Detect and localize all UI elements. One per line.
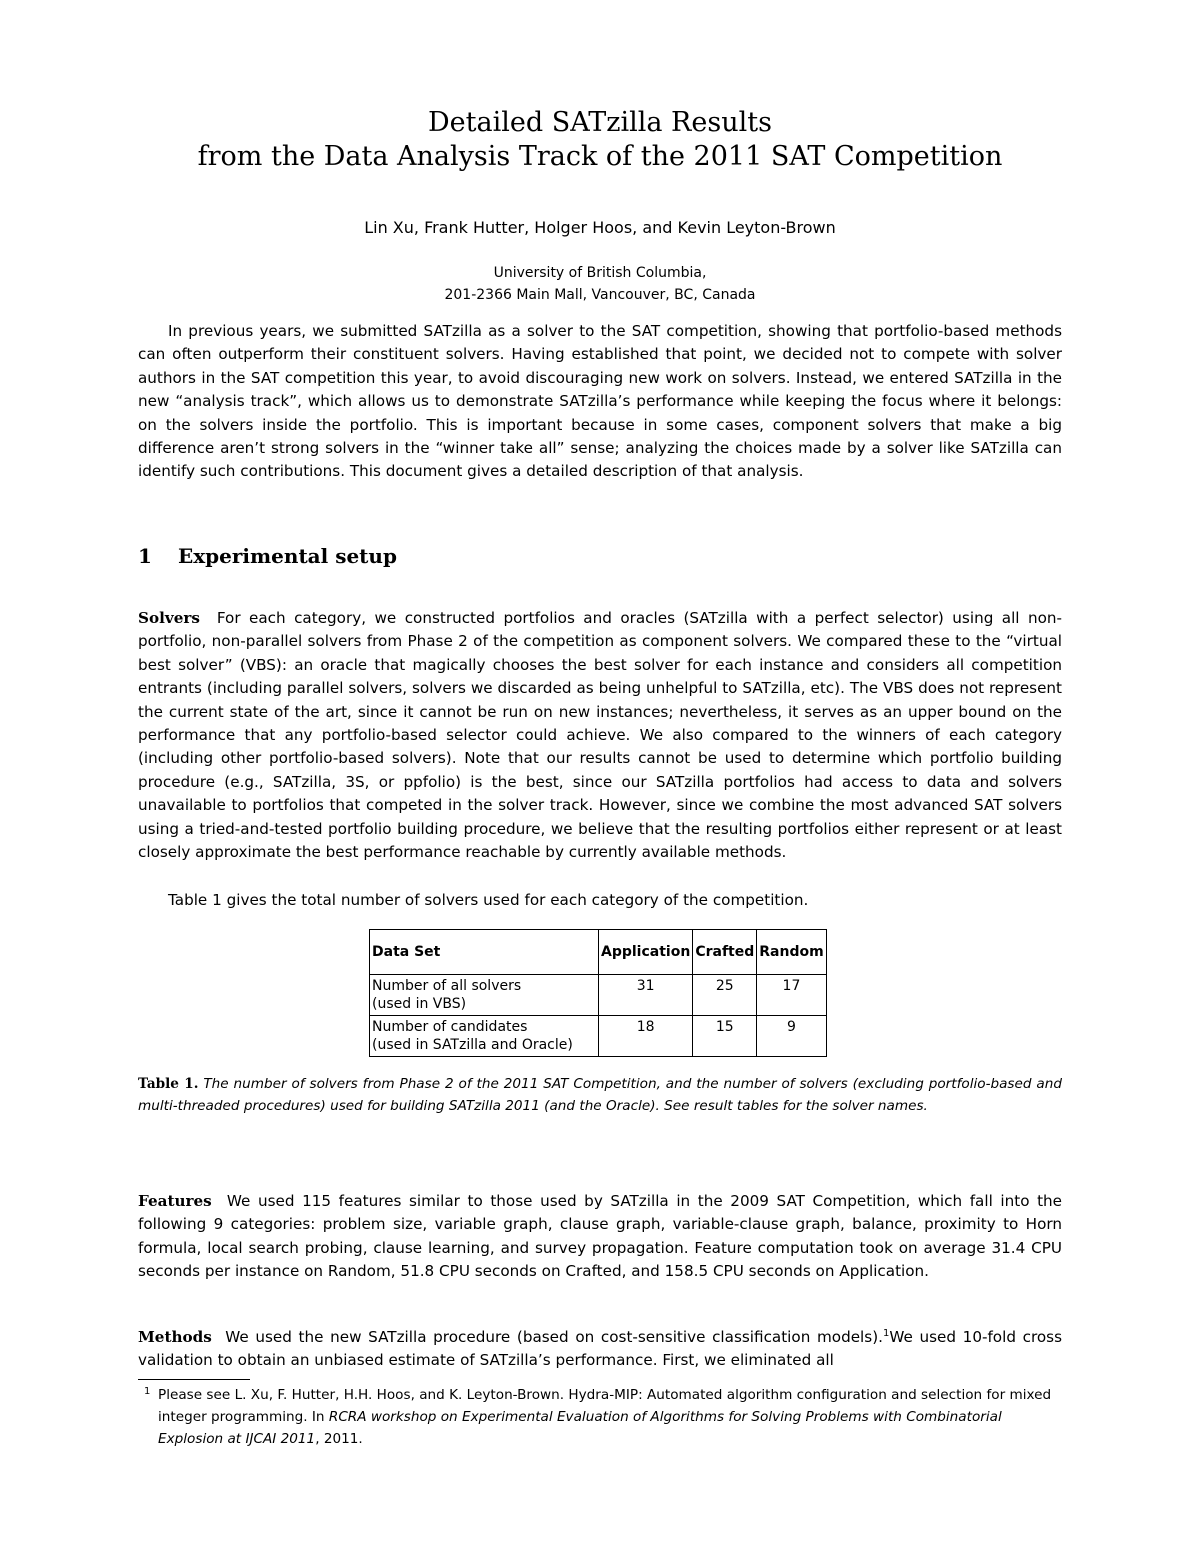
title-line-1: Detailed SATzilla Results: [428, 107, 772, 138]
abstract: In previous years, we submitted SATzilla as a solver to the SAT competition, showing that portfolio-based methods can often outperform their constituent solvers. Having established that point, we decided not to compete with solver authors in the SAT competition this year, to avoid discouraging new work on solvers. Instead, we entered SATzilla in the new “analysis track”, which allows us to demonstrate SATzilla’s performance while keeping the focus where it belongs: on the solvers inside the portfolio. This is important because in some cases, component solvers that make a big difference aren’t strong solvers in the “winner take all” sense; analyzing the choices made by a solver like SATzilla can identify such contributions. This document gives a detailed description of that analysis.: [138, 322, 1062, 481]
table-row: [370, 1016, 827, 1057]
solvers-table: [369, 929, 827, 1057]
cell-random: 17: [757, 975, 826, 1016]
caption-text: The number of solvers from Phase 2 of the 2011 SAT Competition, and the number of solvers (excluding portfolio-based and multi-threaded procedures) used for building SATzilla 2011 (and the Oracle). See result tables for the solver names.: [138, 1076, 1062, 1114]
footnote-text-b: , 2011.: [315, 1431, 363, 1447]
section-title: Experimental setup: [178, 544, 397, 568]
solvers-heading: Solvers: [138, 609, 200, 627]
footnote-venue: RCRA workshop on Experimental Evaluation of Algorithms for Solving Problems with Combinatorial Explosion at IJCAI 2011: [158, 1409, 1002, 1447]
affiliation-line-1: University of British Columbia,: [493, 265, 707, 281]
paper-title: [0, 106, 1200, 174]
caption-label: Table 1.: [138, 1076, 199, 1092]
affiliation-line-2: 201-2366 Main Mall, Vancouver, BC, Canada: [444, 287, 756, 303]
section-heading: [138, 544, 397, 568]
section-number: 1: [138, 544, 152, 568]
header-random: Random: [757, 930, 826, 975]
footnote-text-a: Please see L. Xu, F. Hutter, H.H. Hoos, and K. Leyton-Brown. Hydra-MIP: Automated algorithm configuration and selection for mixed integer programming. In: [158, 1387, 1052, 1425]
features-paragraph: [138, 1190, 1062, 1284]
table-caption: [138, 1073, 1062, 1117]
header-crafted: Crafted: [693, 930, 757, 975]
row-label: Number of candidates (used in SATzilla and Oracle): [370, 1016, 599, 1057]
header-application: Application: [599, 930, 693, 975]
methods-text-a: We used the new SATzilla procedure (based on cost-sensitive classification models).: [225, 1328, 883, 1347]
header-data-set: Data Set: [370, 930, 599, 975]
features-heading: Features: [138, 1192, 212, 1210]
features-text: We used 115 features similar to those used by SATzilla in the 2009 SAT Competition, which fall into the following 9 categories: problem size, variable graph, clause graph, variable-clause graph, balance, proximity to Horn formula, local search probing, clause learning, and survey propagation. Feature computation took on average 31.4 CPU seconds per instance on Random, 51.8 CPU seconds on Crafted, and 158.5 CPU seconds on Application.: [138, 1192, 1062, 1281]
cell-crafted: 25: [693, 975, 757, 1016]
footnote-mark: 1: [144, 1386, 151, 1397]
row-label: Number of all solvers (used in VBS): [370, 975, 599, 1016]
author-list: Lin Xu, Frank Hutter, Holger Hoos, and Kevin Leyton-Brown: [364, 218, 836, 237]
cell-crafted: 15: [693, 1016, 757, 1057]
table-intro: Table 1 gives the total number of solvers used for each category of the competition.: [168, 891, 809, 909]
affiliation: [0, 262, 1200, 306]
methods-heading: Methods: [138, 1328, 212, 1347]
table-row: [370, 975, 827, 1016]
solvers-text: For each category, we constructed portfolios and oracles (SATzilla with a perfect selector) using all non-portfolio, non-parallel solvers from Phase 2 of the competition as component solvers. We compared these to the “virtual best solver” (VBS): an oracle that magically chooses the best solver for each instance and considers all competition entrants (including parallel solvers, solvers we discarded as being unhelpful to SATzilla, etc). The VBS does not represent the current state of the art, since it cannot be run on new instances; nevertheless, it serves as an upper bound on the performance that any portfolio-based selector could achieve. We also compared to the winners of each category (including other portfolio-based solvers). Note that our results cannot be used to determine which portfolio building procedure (e.g., SATzilla, 3S, or ppfolio) is the best, since our SATzilla portfolios had access to data and solvers unavailable to portfolios that competed in the solver track. However, since we combine the most advanced SAT solvers using a tried-and-tested portfolio building procedure, we believe that the resulting portfolios either represent or at least closely approximate the best performance reachable by currently available methods.: [138, 609, 1063, 862]
title-line-2: from the Data Analysis Track of the 2011 SAT Competition: [197, 141, 1003, 172]
methods-text-b: We used 10-fold cross validation to obtain an unbiased estimate of SATzilla’s performance. First, we eliminated all: [138, 1328, 1062, 1370]
solvers-paragraph: [138, 607, 1062, 864]
footnote-ref[interactable]: 1: [882, 1328, 890, 1339]
cell-application: 31: [599, 975, 693, 1016]
cell-random: 9: [757, 1016, 826, 1057]
methods-paragraph: [138, 1322, 1062, 1373]
cell-application: 18: [599, 1016, 693, 1057]
table-header-row: [370, 930, 827, 975]
footnote: [138, 1384, 1062, 1450]
footnote-rule: [138, 1379, 250, 1380]
